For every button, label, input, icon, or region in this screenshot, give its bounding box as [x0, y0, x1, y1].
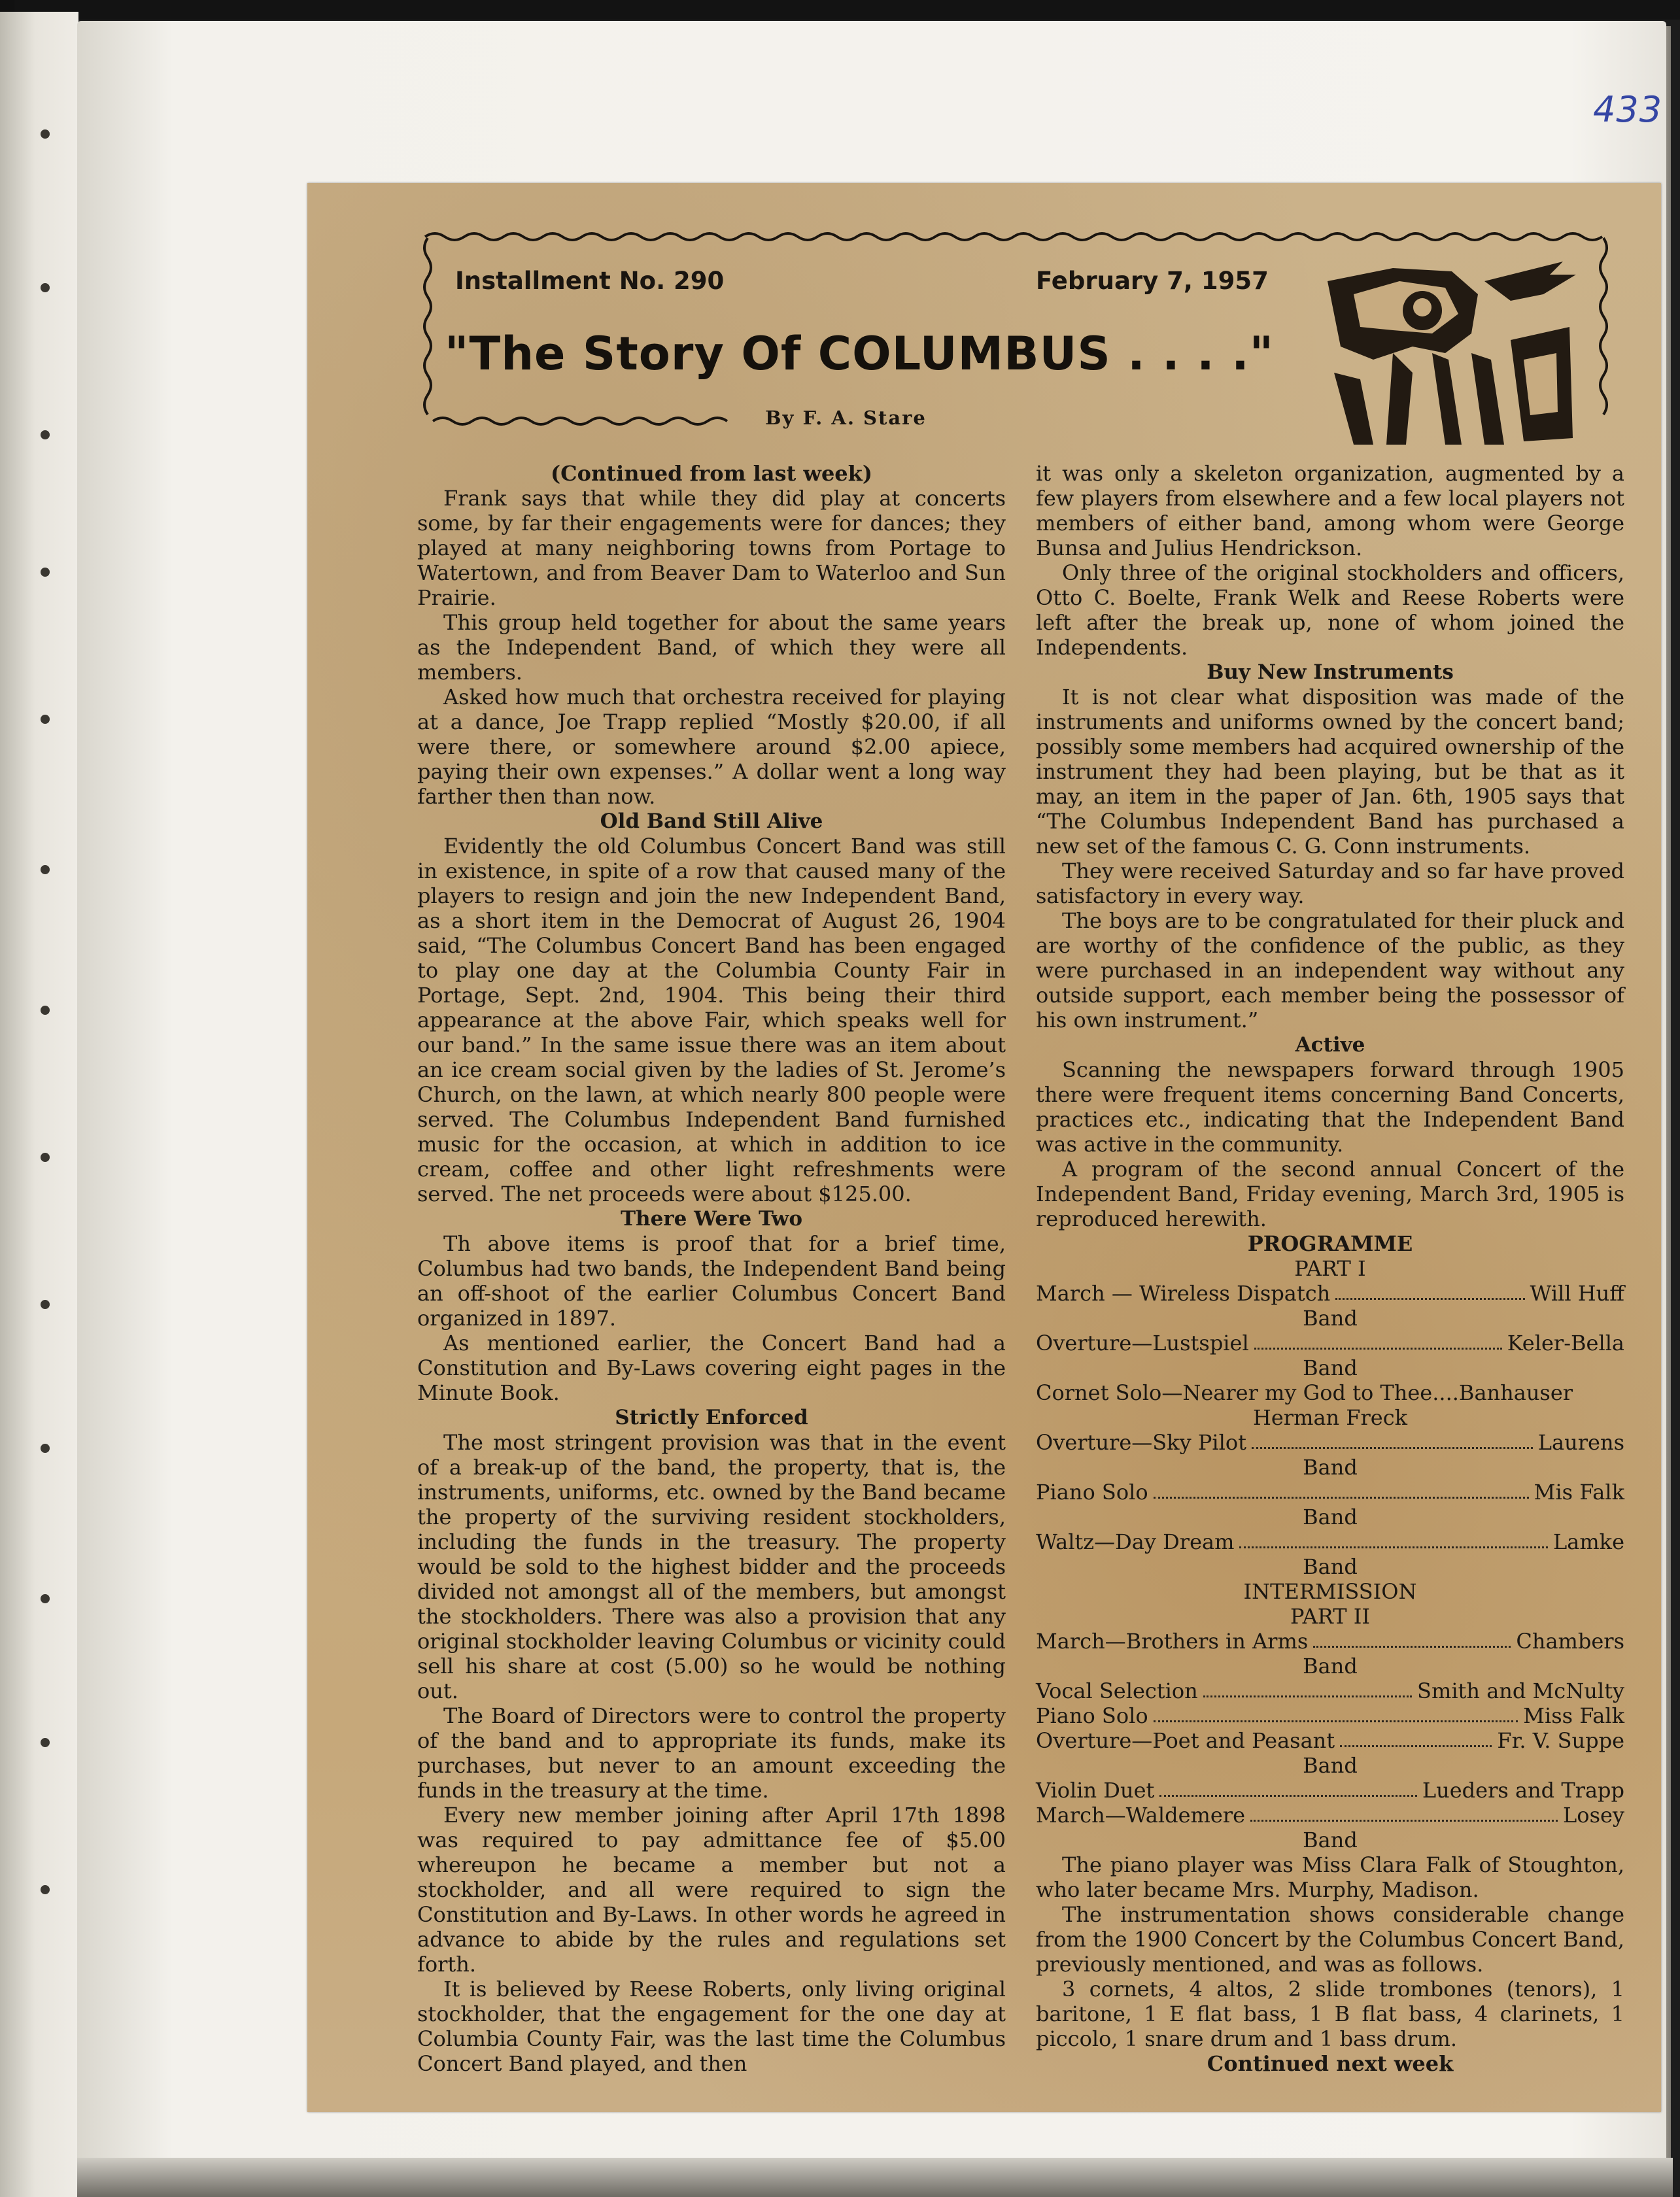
paragraph: Every new member joining after April 17th 1898 was required to pay admittance fee of $5.00 whereupon he became a member but not a stockholder, and all were required to sign the Constitution and By-Laws. In other words he agreed in advance to abide by the rules and regulations set forth. [417, 1803, 1006, 1977]
programme-sub: Band [1303, 1654, 1358, 1678]
publication-date: February 7, 1957 [1036, 267, 1269, 295]
paragraph: 3 cornets, 4 altos, 2 slide trombones (tenors), 1 baritone, 1 E flat bass, 1 B flat bass, 4 clarinets, 1 piccolo, 1 snare drum and 1 bass drum. [1036, 1977, 1624, 2051]
programme-performer: Lueders and Trapp [1422, 1778, 1624, 1803]
programme-sub: Herman Freck [1252, 1405, 1408, 1430]
programme-sub: Band [1303, 1753, 1358, 1778]
binding-hole [41, 1300, 50, 1309]
continued-note: (Continued from last week) [551, 461, 872, 486]
programme-sub: Band [1303, 1355, 1358, 1380]
programme-performer: Keler-Bella [1507, 1331, 1624, 1355]
paragraph: The Board of Directors were to control the property of the band and to appropriate its funds, make its purchases, but never to an amount exceeding the funds in the treasury at the time. [417, 1703, 1006, 1803]
binding-hole [41, 1006, 50, 1015]
paragraph: Evidently the old Columbus Concert Band was still in existence, in spite of a row that caused many of the players to resign and join the new Independent Band, as a short item in the Democrat of August 26, 1904 said, “The Columbus Concert Band has been engaged to play one day at the Columbia County Fair in Portage, Sept. 2nd, 1904. This being their third appearance at the above Fair, which speaks well for our band.” In the same issue there was an item about an ice cream social given by the ladies of St. Jerome’s Church, on the lawn, at which nearly 800 people were served. The Columbus Independent Band furnished music for the occasion, at which in addition to ice cream, coffee and other light refreshments were served. The net proceeds were about $125.00. [417, 834, 1006, 1206]
programme-piece: March — Wireless Dispatch [1036, 1281, 1331, 1306]
paragraph: Th above items is proof that for a brief time, Columbus had two bands, the Independent Band being an off-shoot of the earlier Columbus Concert Band organized in 1897. [417, 1231, 1006, 1331]
paragraph: Only three of the original stockholders and officers, Otto C. Boelte, Frank Welk and Reese Roberts were left after the break up, none of whom joined the Independents. [1036, 560, 1624, 660]
binding-hole [41, 715, 50, 724]
byline: By F. A. Stare [765, 407, 927, 429]
programme-piece: Vocal Selection [1036, 1678, 1198, 1703]
concert-programme [1036, 1231, 1624, 1852]
paragraph: This group held together for about the same years as the Independent Band, of which they were all members. [417, 610, 1006, 685]
programme-piece: Overture—Sky Pilot [1036, 1430, 1246, 1455]
installment-number: Installment No. 290 [455, 267, 725, 295]
section-heading: There Were Two [620, 1207, 803, 1231]
programme-performer: Laurens [1537, 1430, 1624, 1455]
paragraph: It is believed by Reese Roberts, only living original stockholder, that the engagement for the one day at Columbia County Fair, was the last time the Columbus Concert Band played, and then [417, 1977, 1006, 2076]
paragraph: Scanning the newspapers forward through 1905 there were frequent items concerning Band Concerts, practices etc., indicating that the Independent Band was active in the community. [1036, 1057, 1624, 1157]
programme-item [1036, 1331, 1624, 1355]
newspaper-clipping [307, 183, 1661, 2112]
programme-item [1036, 1529, 1624, 1554]
section-heading: Strictly Enforced [615, 1406, 808, 1429]
paragraph: As mentioned earlier, the Concert Band had a Constitution and By-Laws covering eight pages in the Minute Book. [417, 1331, 1006, 1405]
programme-piece: Overture—Lustspiel [1036, 1331, 1249, 1355]
album-page [77, 21, 1666, 2179]
programme-piece: Violin Duet [1036, 1778, 1155, 1803]
programme-performer: Chambers [1516, 1629, 1624, 1654]
programme-sub: Band [1303, 1554, 1358, 1579]
programme-performer: Mis Falk [1534, 1480, 1624, 1505]
section-heading: Buy New Instruments [1207, 660, 1454, 684]
programme-item: Cornet Solo—Nearer my God to Thee....Banhauser [1036, 1380, 1573, 1405]
right-column [1036, 461, 1624, 2076]
section-heading: Old Band Still Alive [600, 809, 823, 833]
programme-performer: Smith and McNulty [1417, 1678, 1624, 1703]
programme-item [1036, 1703, 1624, 1728]
paragraph: Asked how much that orchestra received for playing at a dance, Joe Trapp replied “Mostly $20.00, if all were there, or somewhere around $2.00 apiece, paying their own expenses.” A dollar went a long way farther then than now. [417, 685, 1006, 809]
binding-hole [41, 1885, 50, 1894]
binding-hole [41, 568, 50, 577]
left-column [417, 461, 1006, 2076]
programme-performer: Will Huff [1530, 1281, 1624, 1306]
programme-intermission: INTERMISSION [1243, 1579, 1417, 1604]
woodcut-illustration [1314, 255, 1583, 451]
programme-piece: March—Brothers in Arms [1036, 1629, 1309, 1654]
programme-item [1036, 1803, 1624, 1828]
programme-performer: Lamke [1553, 1529, 1624, 1554]
programme-piece: Waltz—Day Dream [1036, 1529, 1235, 1554]
programme-part-heading: PART II [1290, 1604, 1371, 1629]
paragraph: Frank says that while they did play at concerts some, by far their engagements were for dances; they played at many neighboring towns from Portage to Watertown, and from Beaver Dam to Waterloo and Sun Prairie. [417, 486, 1006, 610]
paragraph: The most stringent provision was that in the event of a break-up of the band, the property, that is, the instruments, uniforms, etc. owned by the Band became the property of the surviving resident stockholders, including the funds in the treasury. The property would be sold to the highest bidder and the proceeds divided not amongst all of the members, but amongst the stockholders. There was also a provision that any original stockholder leaving Columbus or vicinity could sell his share at cost (5.00) so he would be nothing out. [417, 1430, 1006, 1703]
paragraph: A program of the second annual Concert of the Independent Band, Friday evening, March 3rd, 1905 is reproduced herewith. [1036, 1157, 1624, 1231]
programme-sub: Band [1303, 1455, 1358, 1480]
programme-item [1036, 1480, 1624, 1505]
programme-piece: Piano Solo [1036, 1480, 1148, 1505]
paragraph: it was only a skeleton organization, augmented by a few players from elsewhere and a few local players not members of either band, among whom were George Bunsa and Julius Hendrickson. [1036, 461, 1624, 560]
paragraph: The instrumentation shows considerable change from the 1900 Concert by the Columbus Concert Band, previously mentioned, and was as follows. [1036, 1902, 1624, 1977]
programme-item [1036, 1678, 1624, 1703]
paragraph: The piano player was Miss Clara Falk of Stoughton, who later became Mrs. Murphy, Madison. [1036, 1852, 1624, 1902]
binding-hole [41, 1594, 50, 1603]
programme-piece: March—Waldemere [1036, 1803, 1246, 1828]
programme-sub: Band [1303, 1828, 1358, 1852]
album-top-shadow [0, 0, 1680, 20]
binding-hole [41, 1738, 50, 1747]
section-heading: Active [1295, 1033, 1365, 1057]
binding-hole [41, 1444, 50, 1453]
album-bottom-edge [77, 2158, 1673, 2197]
programme-item [1036, 1778, 1624, 1803]
page-number: 433 [1593, 89, 1663, 130]
programme-piece: Overture—Poet and Peasant [1036, 1728, 1335, 1753]
binding-hole [41, 1153, 50, 1162]
paragraph: The boys are to be congratulated for their pluck and are worthy of the confidence of the public, as they were purchased in an independent way without any outside support, each member being the possessor of his own instrument.” [1036, 908, 1624, 1032]
binding-hole [41, 129, 50, 139]
continued-next-note: Continued next week [1207, 2051, 1454, 2076]
programme-performer: Miss Falk [1523, 1703, 1624, 1728]
paragraph: It is not clear what disposition was made of the instruments and uniforms owned by the concert band; possibly some members had acquired ownership of the instrument they had been playing, but be that as it may, an item in the paper of Jan. 6th, 1905 says that “The Columbus Independent Band has purchased a new set of the famous C. G. Conn instruments. [1036, 685, 1624, 859]
article-title: "The Story Of COLUMBUS . . . ." [445, 327, 1275, 381]
paragraph: They were received Saturday and so far have proved satisfactory in every way. [1036, 859, 1624, 908]
binding-hole [41, 430, 50, 439]
programme-heading: PROGRAMME [1247, 1231, 1413, 1256]
album-left-page [0, 12, 78, 2197]
programme-performer: Fr. V. Suppe [1497, 1728, 1624, 1753]
programme-part-heading: PART I [1294, 1256, 1366, 1281]
programme-piece: Piano Solo [1036, 1703, 1148, 1728]
binding-hole [41, 865, 50, 874]
programme-performer: Losey [1563, 1803, 1624, 1828]
programme-item [1036, 1629, 1624, 1654]
binding-hole [41, 283, 50, 292]
programme-sub: Band [1303, 1306, 1358, 1331]
programme-item [1036, 1430, 1624, 1455]
programme-sub: Band [1303, 1505, 1358, 1529]
programme-item [1036, 1728, 1624, 1753]
programme-item [1036, 1281, 1624, 1306]
